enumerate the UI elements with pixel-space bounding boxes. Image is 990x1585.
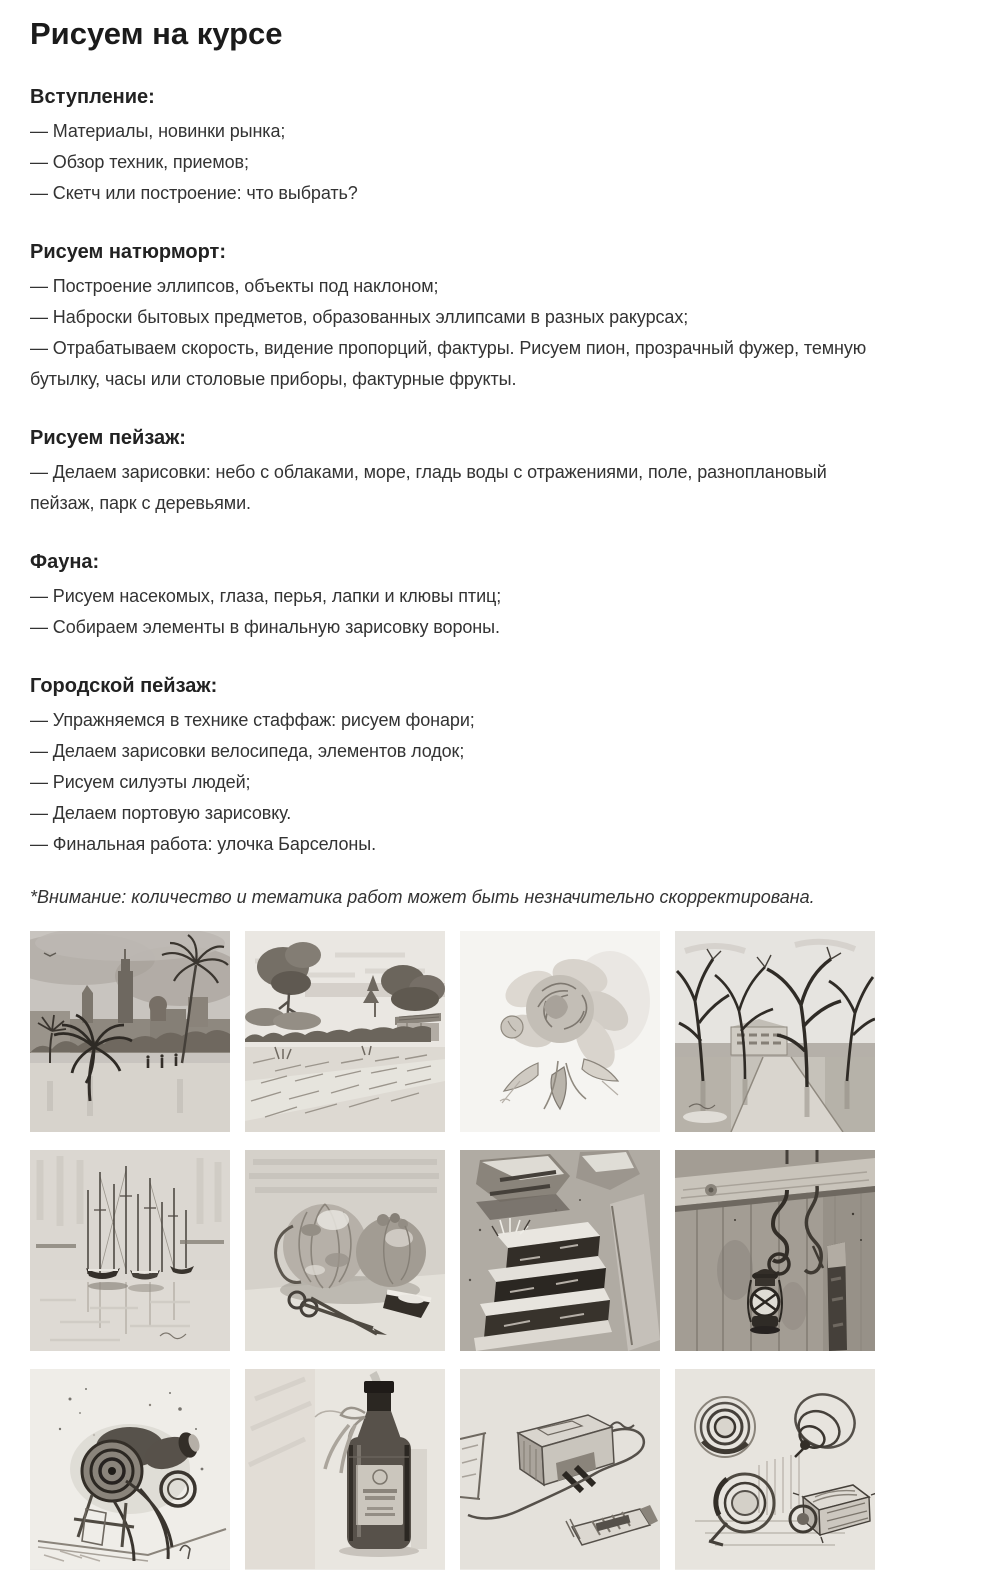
field-landscape-image (245, 931, 445, 1132)
artwork-bottle-with-label (245, 1369, 445, 1570)
bottle-image (245, 1369, 445, 1569)
peony-sketch-image (460, 931, 660, 1132)
course-item-line: — Материалы, новинки рынка; (30, 121, 286, 141)
park-alley-image (675, 931, 875, 1132)
stone-steps-image (460, 1150, 660, 1351)
course-item-line: — Наброски бытовых предметов, образованных эллипсами в разных ракурсах; (30, 307, 689, 327)
spools-box-image (675, 1369, 875, 1569)
course-item-line: — Рисуем силуэты людей; (30, 772, 251, 792)
section-landscape (30, 425, 960, 519)
section-introduction (30, 84, 960, 209)
artwork-peony-sketch (460, 931, 660, 1132)
course-item-line: — Делаем портовую зарисовку. (30, 803, 292, 823)
course-item-line: — Делаем зарисовки велосипеда, элементов лодок; (30, 741, 465, 761)
course-item-line: — Финальная работа: улочка Барселоны. (30, 834, 376, 854)
artwork-park-bare-trees-alley (675, 931, 875, 1132)
kerosene-lantern-image (675, 1150, 875, 1351)
section-still-life (30, 239, 960, 395)
artwork-mooring-winch-with-rope (30, 1369, 230, 1570)
course-item-line: — Собираем элементы в финальную зарисовку вороны. (30, 617, 500, 637)
page-title: Рисуем на курсе (30, 16, 283, 51)
course-item-line: — Скетч или построение: что выбрать? (30, 183, 358, 203)
disclaimer-note: *Внимание: количество и тематика работ может быть незначительно скорректирована. (30, 887, 815, 907)
harbor-sailboats-image (30, 1150, 230, 1351)
section-urban-landscape (30, 673, 960, 860)
section-fauna (30, 549, 960, 643)
artwork-harbor-sailboats (30, 1150, 230, 1351)
section-heading: Рисуем натюрморт: (30, 241, 227, 263)
section-heading: Городской пейзаж: (30, 675, 218, 697)
section-heading: Рисуем пейзаж: (30, 427, 186, 449)
artwork-city-square-with-palms (30, 931, 230, 1132)
artwork-kerosene-lantern (675, 1150, 875, 1351)
course-item-line: — Упражняемся в технике стаффаж: рисуем фонари; (30, 710, 475, 730)
course-item-line: — Делаем зарисовки: небо с облаками, море, гладь воды с отражениями, поле, разноплановый (30, 462, 827, 482)
sketch-gallery (30, 931, 960, 1570)
artwork-spools-and-box-sketch (675, 1369, 875, 1570)
pumpkins-image (245, 1150, 445, 1351)
charger-tube-image (460, 1369, 660, 1569)
artwork-stone-steps (460, 1150, 660, 1351)
course-item-line: — Построение эллипсов, объекты под наклоном; (30, 276, 439, 296)
course-item-line-wrap: бутылку, часы или столовые приборы, фактурные фрукты. (30, 369, 517, 389)
city-square-with-palms-image (30, 931, 230, 1132)
winch-rope-image (30, 1369, 230, 1569)
artwork-field-landscape-with-shed (245, 931, 445, 1132)
section-heading: Вступление: (30, 86, 155, 108)
course-item-line: — Отрабатываем скорость, видение пропорций, фактуры. Рисуем пион, прозрачный фужер, темную (30, 338, 867, 358)
course-item-line: — Обзор техник, приемов; (30, 152, 249, 172)
artwork-charger-and-tube-sketch (460, 1369, 660, 1570)
artwork-pumpkins-still-life (245, 1150, 445, 1351)
course-item-line-wrap: пейзаж, парк с деревьями. (30, 493, 251, 513)
course-item-line: — Рисуем насекомых, глаза, перья, лапки и клювы птиц; (30, 586, 502, 606)
section-heading: Фауна: (30, 551, 100, 573)
